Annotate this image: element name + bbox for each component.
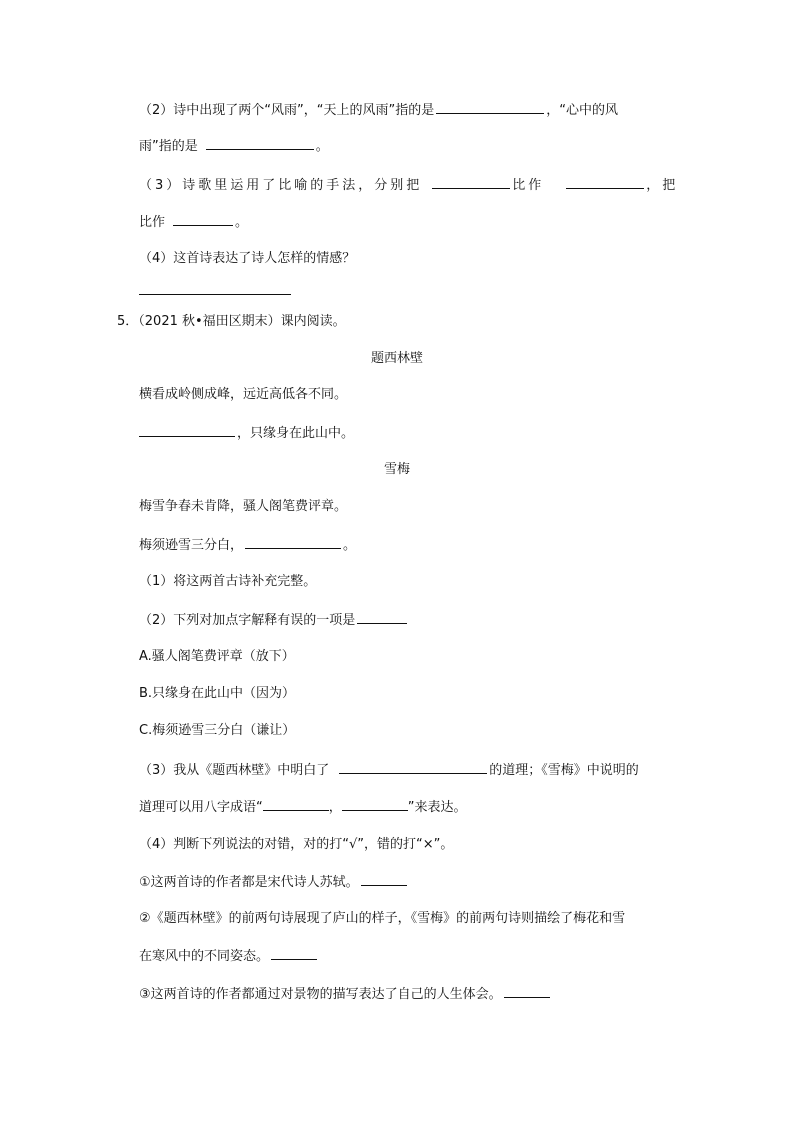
- judgment-1: [139, 873, 409, 892]
- q5-3-text-a: （3）我从《题西林壁》中明白了: [139, 763, 330, 778]
- q5-3-text-d: ，: [328, 800, 342, 815]
- q4-subquestion-3-line2: [139, 213, 248, 232]
- poem1-line2-text: ，只缘身在此山中。: [237, 426, 355, 441]
- q4-subquestion-4-answer: [139, 282, 291, 301]
- q4-3-text-b: 比作: [512, 178, 545, 193]
- q5-3-text-c: 道理可以用八字成语“: [139, 800, 263, 815]
- q5-4-text: （4）判断下列说法的对错，对的打“√”，错的打“×”。: [139, 837, 454, 852]
- q5-3-text-b: 的道理；《雪梅》中说明的: [489, 763, 639, 778]
- poem1-line1: [139, 386, 347, 404]
- judgment-2-text-b: 在寒风中的不同姿态。: [139, 949, 270, 964]
- option-a-text: A.骚人阁笔费评章（放下）: [139, 649, 295, 664]
- answer-blank[interactable]: [504, 985, 550, 998]
- poem2-line2-text-b: 。: [343, 538, 357, 553]
- answer-blank[interactable]: [245, 536, 341, 549]
- q5-subquestion-2: [139, 611, 409, 630]
- poem2-line1-text: 梅雪争春未肯降，骚人阁笔费评章。: [139, 499, 348, 514]
- answer-blank[interactable]: [173, 213, 233, 226]
- answer-blank[interactable]: [139, 282, 291, 295]
- q5-3-text-e: ”来表达。: [407, 800, 467, 815]
- answer-blank[interactable]: [206, 137, 314, 150]
- poem2-line2-text-a: 梅须逊雪三分白，: [139, 538, 244, 553]
- q4-subquestion-3-line1: [139, 176, 678, 195]
- q4-subquestion-2-line1: [139, 101, 618, 120]
- q4-3-text-c: ，把: [646, 178, 679, 193]
- q4-2-text-c: 雨”指的是: [139, 139, 198, 154]
- judgment-1-text: ①这两首诗的作者都是宋代诗人苏轼。: [139, 875, 359, 890]
- q5-subquestion-4: [139, 836, 453, 854]
- q4-2-text-a: （2）诗中出现了两个“风雨”，“天上的风雨”指的是: [139, 103, 435, 118]
- q5-1-text: （1）将这两首古诗补充完整。: [139, 574, 317, 589]
- q5-subquestion-3-line2: [139, 798, 467, 817]
- q4-2-text-d: 。: [315, 139, 329, 154]
- q5-header: [117, 313, 346, 331]
- option-c-text: C.梅须逊雪三分白（谦让）: [139, 723, 296, 738]
- q4-3-text-e: 。: [235, 215, 249, 230]
- answer-blank[interactable]: [342, 798, 408, 811]
- option-c: [139, 722, 295, 740]
- judgment-2-text-a: ②《题西林壁》的前两句诗展现了庐山的样子，《雪梅》的前两句诗则描绘了梅花和雪: [139, 911, 626, 926]
- judgment-2-line2: [139, 947, 319, 966]
- answer-blank[interactable]: [339, 761, 487, 774]
- poem1-line2: [139, 424, 354, 443]
- answer-blank[interactable]: [436, 101, 544, 114]
- option-b: [139, 685, 295, 703]
- poem1-title-text: 题西林壁: [370, 351, 423, 366]
- q4-subquestion-4: [139, 250, 355, 268]
- judgment-3-text: ③这两首诗的作者都通过对景物的描写表达了自己的人生体会。: [139, 987, 502, 1002]
- judgment-2-line1: [139, 910, 625, 928]
- poem1-title: [0, 350, 794, 368]
- answer-blank[interactable]: [139, 424, 235, 437]
- q4-2-text-b: ，“心中的风: [546, 103, 618, 118]
- poem2-line1: [139, 498, 347, 516]
- q5-subquestion-1: [139, 573, 316, 591]
- answer-blank[interactable]: [361, 873, 407, 886]
- option-b-text: B.只缘身在此山中（因为）: [139, 686, 296, 701]
- q5-header-text: 5．（2021 秋•福田区期末）课内阅读。: [117, 314, 346, 329]
- answer-blank[interactable]: [432, 176, 510, 189]
- q4-3-text-d: 比作: [139, 215, 166, 230]
- q5-2-text: （2）下列对加点字解释有误的一项是: [139, 613, 356, 628]
- q5-subquestion-3-line1: [139, 761, 639, 780]
- answer-blank[interactable]: [566, 176, 644, 189]
- poem2-title-text: 雪梅: [383, 462, 410, 477]
- q4-4-text: （4）这首诗表达了诗人怎样的情感？: [139, 251, 356, 266]
- poem1-line1-text: 横看成岭侧成峰，远近高低各不同。: [139, 387, 348, 402]
- answer-blank[interactable]: [263, 798, 329, 811]
- q4-3-text-a: （3）诗歌里运用了比喻的手法，分别把: [139, 178, 423, 193]
- q4-subquestion-2-line2: [139, 137, 329, 156]
- poem2-title: [0, 461, 794, 479]
- judgment-3: [139, 985, 552, 1004]
- answer-blank[interactable]: [271, 947, 317, 960]
- option-a: [139, 648, 295, 666]
- answer-blank[interactable]: [357, 611, 407, 624]
- poem2-line2: [139, 536, 356, 555]
